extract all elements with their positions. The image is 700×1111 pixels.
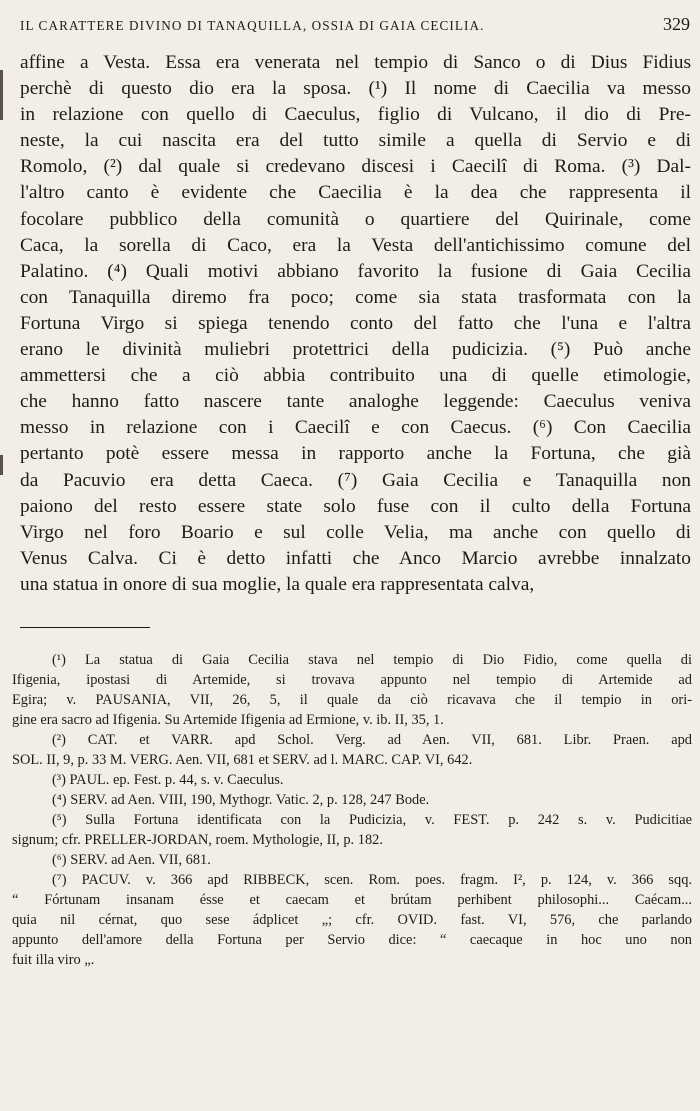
text-line: Fortuna Virgo si spiega tenendo conto del fatto che l'una e l'altra — [20, 312, 691, 334]
text-line: Caca, la sorella di Caco, era la Vesta dell'antichissimo comune del — [20, 234, 691, 256]
footnote — [12, 810, 692, 850]
text-line: ammettersi che a ciò abbia contribuito una di quelle etimologie, — [20, 365, 691, 387]
text-line: focolare pubblico della comunità o quartiere del Quirinale, come — [20, 208, 691, 230]
text-line: che hanno fatto nascere tante analoghe leggende: Caeculus veniva — [20, 391, 691, 413]
footnote-line: (⁷) PACUV. v. 366 apd RIBBECK, scen. Rom. poes. fragm. I², p. 124, v. 366 sqq. — [52, 872, 692, 888]
text-line: Palatino. (⁴) Quali motivi abbiano favorito la fusione di Gaia Cecilia — [20, 260, 691, 282]
main-text — [20, 50, 691, 598]
running-header — [20, 14, 690, 38]
footnote-line: SOL. II, 9, p. 33 M. VERG. Aen. VII, 681 et SERV. ad l. MARC. CAP. VI, 642. — [12, 752, 473, 768]
footnote-line: quia nil cérnat, quo sese ádplicet „; cfr. OVID. fast. VI, 576, che parlando — [12, 912, 692, 928]
text-line: messo in relazione con i Caecilî e con Caecus. (⁶) Con Caecilia — [20, 417, 691, 439]
footnotes — [12, 650, 692, 970]
text-line: perchè di questo dio era la sposa. (¹) Il nome di Caecilia va messo — [20, 78, 691, 100]
footnote-line: signum; cfr. PRELLER-JORDAN, roem. Mythologie, II, p. 182. — [12, 832, 383, 848]
footnote — [12, 730, 692, 770]
footnote-line: Egira; v. PAUSANIA, VII, 26, 5, il quale da ciò ricavava che il tempio in ori- — [12, 692, 692, 708]
scan-edge-mark — [0, 70, 3, 120]
footnote-separator — [20, 627, 150, 628]
footnote-line: (¹) La statua di Gaia Cecilia stava nel tempio di Dio Fidio, come quella di — [52, 652, 692, 668]
footnote-line: fuit illa viro „. — [12, 952, 95, 968]
footnote-line: (⁵) Sulla Fortuna identificata con la Pudicizia, v. FEST. p. 242 s. v. Pudicitiae — [52, 812, 692, 828]
text-line: con Tanaquilla diremo fra poco; come sia stata trasformata con la — [20, 286, 691, 308]
running-title: IL CARATTERE DIVINO DI TANAQUILLA, OSSIA DI GAIA CECILIA. — [20, 18, 485, 33]
text-line: in relazione con quello di Caeculus, figlio di Vulcano, il dio di Pre- — [20, 104, 691, 126]
footnote-line: Ifigenia, ipostasi di Artemide, si trovava appunto nel tempio di Artemide ad — [12, 672, 692, 688]
footnote — [12, 870, 692, 970]
text-line: Romolo, (²) dal quale si credevano discesi i Caecilî di Roma. (³) Dal- — [20, 156, 691, 178]
footnote-line: (²) CAT. et VARR. apd Schol. Verg. ad Aen. VII, 681. Libr. Praen. apd — [52, 732, 692, 748]
footnote — [12, 790, 692, 810]
footnote-line: (⁴) SERV. ad Aen. VIII, 190, Mythogr. Vatic. 2, p. 128, 247 Bode. — [52, 792, 430, 808]
text-line: Virgo nel foro Boario e sul colle Velia, ma anche con quello di — [20, 521, 691, 543]
text-line: affine a Vesta. Essa era venerata nel tempio di Sanco o di Dius Fidius — [20, 52, 691, 73]
text-line: neste, la cui nascita era del tutto simile a quella di Servio e di — [20, 130, 691, 152]
text-line: l'altro canto è evidente che Caecilia è la dea che rappresenta il — [20, 182, 691, 204]
text-line: Venus Calva. Ci è detto infatti che Anco Marcio avrebbe innalzato — [20, 547, 691, 569]
footnote-line: (³) PAUL. ep. Fest. p. 44, s. v. Caeculus. — [52, 772, 284, 788]
scan-edge-mark — [0, 455, 3, 475]
text-line: pertanto potè essere messa in rapporto anche la Fortuna, che già — [20, 443, 691, 465]
text-line: erano le divinità muliebri protettrici della pudicizia. (⁵) Può anche — [20, 339, 691, 361]
footnote — [12, 850, 692, 870]
footnote-line: (⁶) SERV. ad Aen. VII, 681. — [52, 852, 211, 868]
page-number: 329 — [663, 14, 690, 34]
footnote-line: “ Fórtunam insanam ésse et caecam et brútam perhibent philosophi... Caécam... — [12, 892, 692, 908]
footnote-line: appunto dell'amore della Fortuna per Servio dice: “ caecaque in hoc uno non — [12, 932, 692, 948]
text-line: da Pacuvio era detta Caeca. (⁷) Gaia Cecilia e Tanaquilla non — [20, 469, 691, 491]
footnote — [12, 650, 692, 730]
footnote-line: gine era sacro ad Ifigenia. Su Artemide Ifigenia ad Ermione, v. ib. II, 35, 1. — [12, 712, 444, 728]
text-line: una statua in onore di sua moglie, la quale era rappresentata calva, — [20, 573, 535, 595]
footnote — [12, 770, 692, 790]
text-line: paiono del resto essere state solo fuse con il culto della Fortuna — [20, 495, 691, 517]
